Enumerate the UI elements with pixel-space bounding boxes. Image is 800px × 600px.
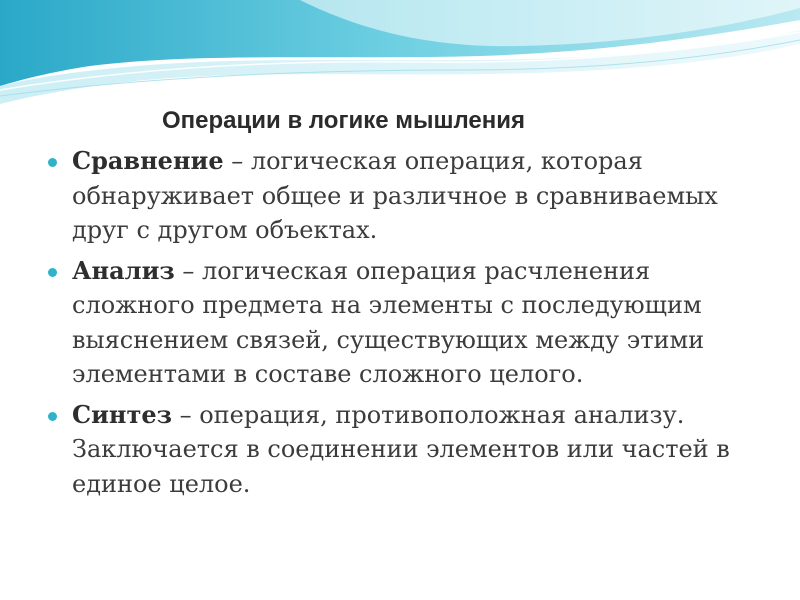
term-label: Синтез (72, 399, 172, 429)
list-item-comparison (44, 144, 764, 248)
slide-title: Операции в логике мышления (162, 107, 526, 134)
bullet-list (44, 144, 764, 501)
list-item-synthesis (44, 398, 764, 502)
term-definition: – операция, противоположная анализу. Заключается в соединении элементов или частей в единое целое. (72, 400, 730, 498)
bullet-dot-icon (48, 268, 57, 277)
term-definition: – логическая операция, которая обнаруживает общее и различное в сравниваемых друг с другом объектах. (72, 147, 718, 244)
header-wave-decoration (0, 0, 800, 110)
term-label: Анализ (72, 255, 175, 285)
term-definition: – логическая операция расчленения сложного предмета на элементы с последующим выяснением связей, существующих между этими элементами в составе сложного целого. (72, 256, 705, 388)
list-item-analysis (44, 254, 764, 392)
content-area (44, 104, 764, 507)
bullet-dot-icon (48, 412, 57, 421)
bullet-dot-icon (48, 158, 57, 167)
term-label: Сравнение (72, 146, 224, 175)
